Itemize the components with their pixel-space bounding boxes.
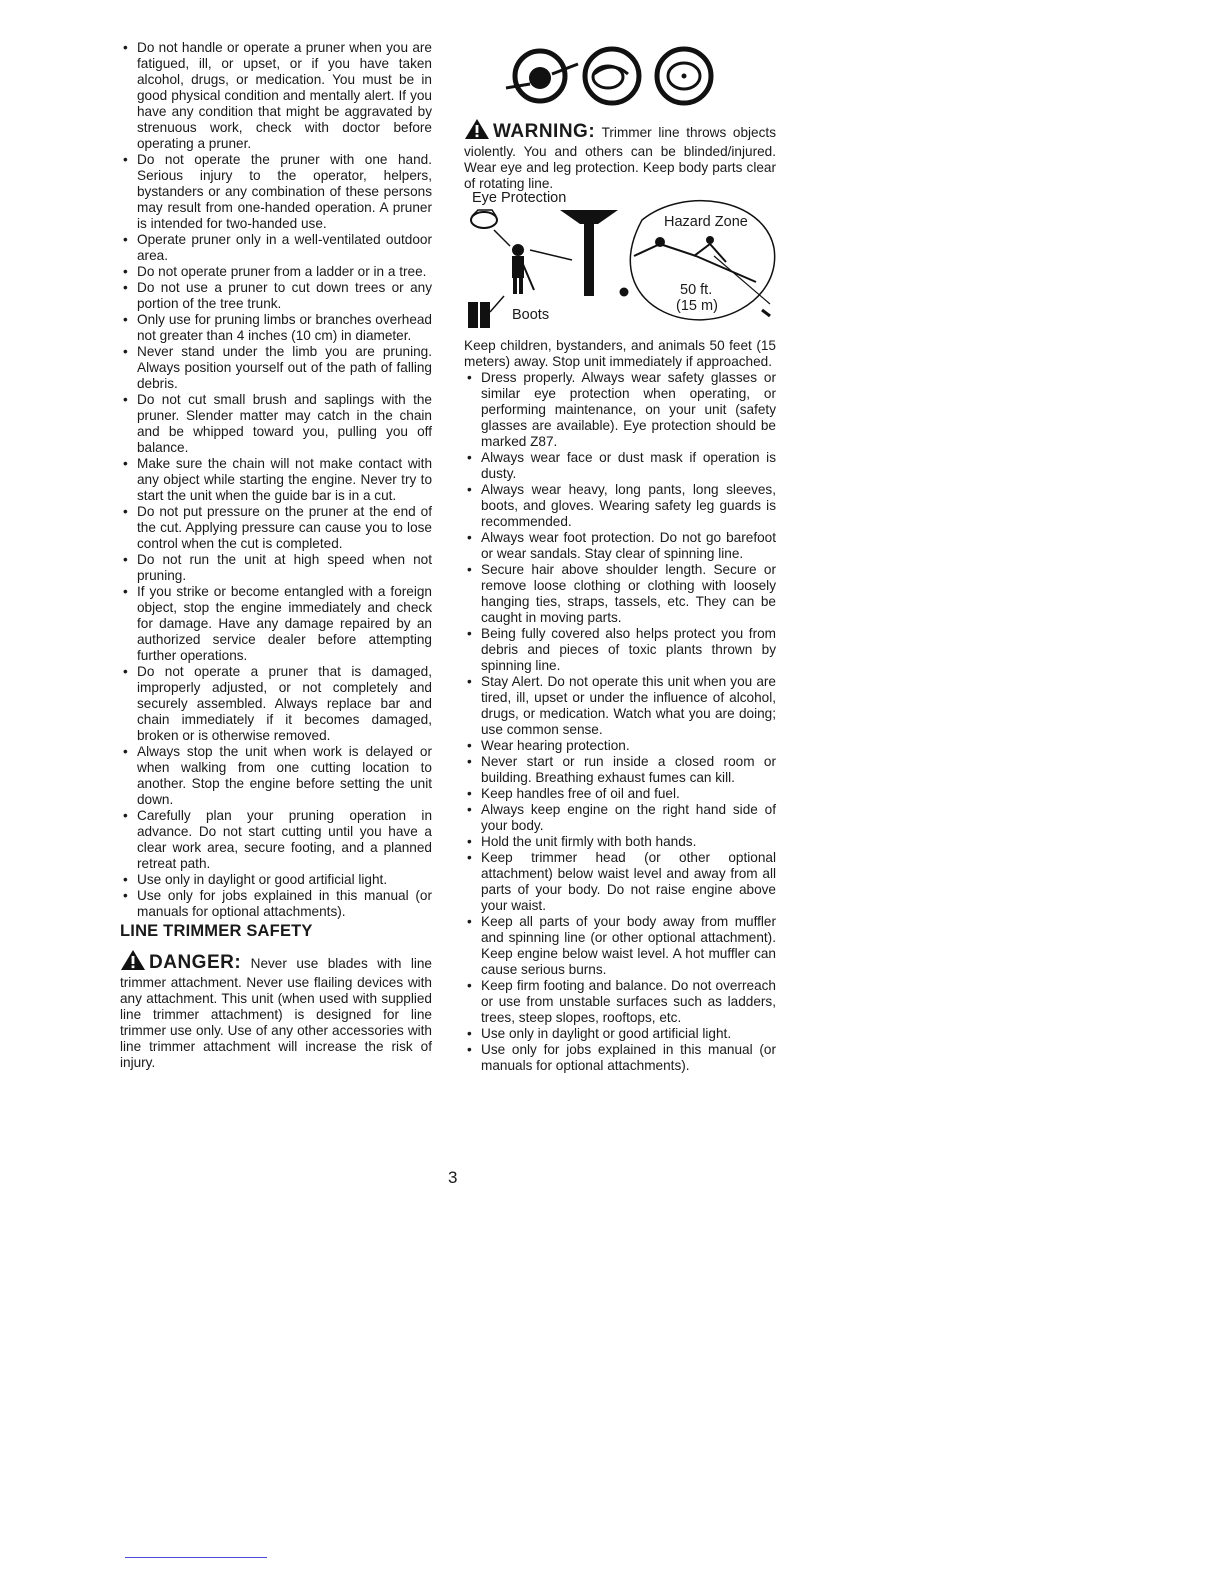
list-item: • Do not operate pruner from a ladder or in a tree.	[120, 264, 432, 280]
list-item: • Do not run the unit at high speed when not pruning.	[120, 552, 432, 584]
warning-triangle-icon	[464, 118, 490, 144]
list-item: • Wear hearing protection.	[464, 738, 776, 754]
list-item: • Keep firm footing and balance. Do not overreach or use from unstable surfaces such as ladders, trees, steep slopes, rooftops, etc.	[464, 978, 776, 1026]
list-item: • Keep all parts of your body away from muffler and spinning line (or other optional attachment). Keep engine below waist level. A hot muffler can cause serious burns.	[464, 914, 776, 978]
list-item: • Make sure the chain will not make contact with any object while starting the engine. Never try to start the unit when the guide bar is in a cut.	[120, 456, 432, 504]
section-title: LINE TRIMMER SAFETY	[120, 922, 313, 940]
list-item: • Carefully plan your pruning operation in advance. Do not start cutting until you have a clear work area, secure footing, and a planned retreat path.	[120, 808, 432, 872]
list-item: • Always wear face or dust mask if operation is dusty.	[464, 450, 776, 482]
list-item: • Always wear foot protection. Do not go barefoot or wear sandals. Stay clear of spinning line.	[464, 530, 776, 562]
right-column	[464, 44, 776, 1074]
list-item: • If you strike or become entangled with a foreign object, stop the engine immediately and check for damage. Have any damage repaired by an authorized service dealer before attempting further operations.	[120, 584, 432, 664]
list-item: • Do not operate the pruner with one hand. Serious injury to the operator, helpers, bystanders or any combination of these persons may result from one-handed operation. A pruner is intended for two-handed use.	[120, 152, 432, 232]
pruner-safety-list	[120, 40, 432, 920]
eye-protection-icon	[585, 49, 639, 103]
danger-label: DANGER:	[149, 952, 242, 973]
list-item: • Use only in daylight or good artificial light.	[120, 872, 432, 888]
hazard-zone-diagram	[464, 192, 776, 336]
footer-link-underline	[125, 1557, 267, 1558]
list-item: • Always wear heavy, long pants, long sleeves, boots, and gloves. Wearing safety leg guards is recommended.	[464, 482, 776, 530]
danger-text: Never use blades with line trimmer attachment. Never use flailing devices with any attachment. This unit (when used with supplied line trimmer attachment) is designed for line trimmer use only. Use of any other accessories with line trimmer attachment will increase the risk of injury.	[120, 956, 432, 1070]
list-item: • Always keep engine on the right hand side of your body.	[464, 802, 776, 834]
page-number: 3	[448, 1168, 458, 1187]
hazard-zone-label: Hazard Zone	[664, 214, 748, 230]
boots-icon	[468, 296, 504, 328]
operator-figure	[512, 244, 572, 294]
list-item: • Never stand under the limb you are pruning. Always position yourself out of the path of falling debris.	[120, 344, 432, 392]
trimmer-safety-list	[464, 370, 776, 1074]
list-item: • Keep handles free of oil and fuel.	[464, 786, 776, 802]
distance-feet-label: 50 ft.	[680, 282, 713, 298]
list-item: • Do not use a pruner to cut down trees or any portion of the tree trunk.	[120, 280, 432, 312]
boots-label: Boots	[512, 307, 550, 323]
list-item: • Use only in daylight or good artificial light.	[464, 1026, 776, 1042]
ear-protection-icon	[657, 49, 711, 103]
trimmer-head-icon	[506, 51, 578, 101]
list-item: • Operate pruner only in a well-ventilated outdoor area.	[120, 232, 432, 264]
list-item: • Keep trimmer head (or other optional attachment) below waist level and away from all parts of your body. Do not raise engine above your waist.	[464, 850, 776, 914]
tree-icon	[560, 210, 618, 296]
warning-paragraph	[464, 118, 776, 192]
list-item: • Being fully covered also helps protect you from debris and pieces of toxic plants thrown by spinning line.	[464, 626, 776, 674]
warning-label: WARNING:	[493, 121, 596, 142]
danger-triangle-icon	[120, 949, 146, 975]
list-item: • Use only for jobs explained in this manual (or manuals for optional attachments).	[120, 888, 432, 920]
list-item: • Do not handle or operate a pruner when you are fatigued, ill, or upset, or if you have taken alcohol, drugs, or medication. You must be in good physical condition and mentally alert. If you have any condition that might be aggravated by strenuous work, check with doctor before operating a pruner.	[120, 40, 432, 152]
keep-away-paragraph: Keep children, bystanders, and animals 50 feet (15 meters) away. Stop unit immediately if approached.	[464, 338, 776, 369]
left-column	[120, 40, 432, 1071]
list-item: • Secure hair above shoulder length. Secure or remove loose clothing or clothing with loosely hanging ties, straps, tassels, etc. They can be caught in moving parts.	[464, 562, 776, 626]
warning-text: Trimmer line throws objects violently. You and others can be blinded/injured. Wear eye and leg protection. Keep body parts clear of rotating line.	[464, 125, 776, 191]
danger-paragraph	[120, 949, 432, 1071]
list-item: • Dress properly. Always wear safety glasses or similar eye protection when operating, or performing maintenance, on your unit (safety glasses are available). Eye protection should be marked Z87.	[464, 370, 776, 450]
list-item: • Do not cut small brush and saplings with the pruner. Slender matter may catch in the chain and be whipped toward you, pulling you off balance.	[120, 392, 432, 456]
warning-icons	[464, 44, 776, 118]
list-item: • Always stop the unit when work is delayed or when walking from one cutting location to another. Stop the engine before setting the unit down.	[120, 744, 432, 808]
goggles-icon	[471, 210, 510, 246]
list-item: • Do not put pressure on the pruner at the end of the cut. Applying pressure can cause you to lose control when the cut is completed.	[120, 504, 432, 552]
list-item: • Only use for pruning limbs or branches overhead not greater than 4 inches (10 cm) in diameter.	[120, 312, 432, 344]
list-item: • Stay Alert. Do not operate this unit when you are tired, ill, upset or under the influence of alcohol, drugs, or medication. Watch what you are doing; use common sense.	[464, 674, 776, 738]
distance-meters-label: (15 m)	[676, 298, 718, 314]
list-item: • Never start or run inside a closed room or building. Breathing exhaust fumes can kill.	[464, 754, 776, 786]
list-item: • Use only for jobs explained in this manual (or manuals for optional attachments).	[464, 1042, 776, 1074]
list-item: • Do not operate a pruner that is damaged, improperly adjusted, or not completely and securely assembled. Always replace bar and chain immediately if it becomes damaged, broken or is otherwise removed.	[120, 664, 432, 744]
eye-protection-label: Eye Protection	[472, 190, 567, 206]
list-item: • Hold the unit firmly with both hands.	[464, 834, 776, 850]
